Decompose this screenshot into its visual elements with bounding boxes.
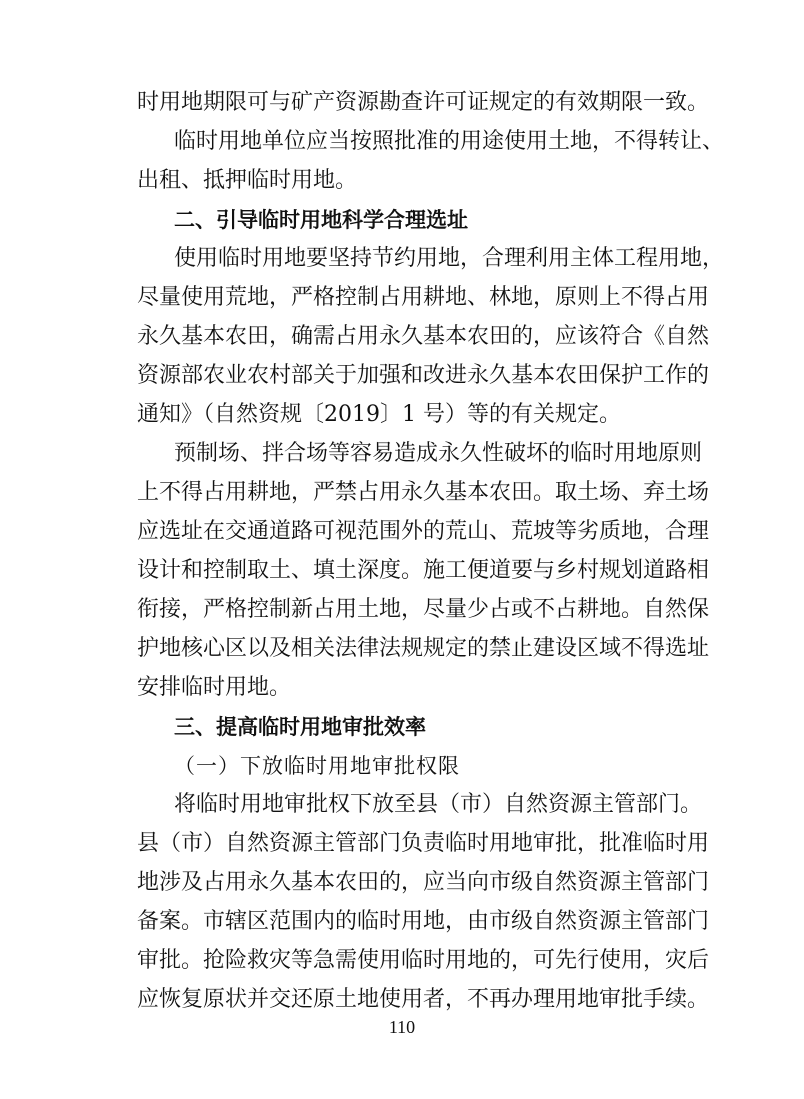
section-heading-3: 三、提高临时用地审批效率 <box>174 715 426 739</box>
paragraph-line: 将临时用地审批权下放至县（市）自然资源主管部门。 <box>174 792 703 817</box>
paragraph-line: 资源部农业农村部关于加强和改进永久基本农田保护工作的 <box>137 363 710 388</box>
paragraph-line: 尽量使用荒地，严格控制占用耕地、林地，原则上不得占用 <box>137 285 710 310</box>
paragraph-line: 应选址在交通道路可视范围外的荒山、荒坡等劣质地，合理 <box>137 519 710 544</box>
paragraph-line: 设计和控制取土、填土深度。施工便道要与乡村规划道路相 <box>137 558 710 583</box>
subsection-heading-3-1: （一）下放临时用地审批权限 <box>174 754 460 778</box>
paragraph-line: 临时用地单位应当按照批准的用途使用土地，不得转让、 <box>174 129 725 154</box>
page-number: 110 <box>388 1017 416 1037</box>
paragraph-line: 县（市）自然资源主管部门负责临时用地审批，批准临时用 <box>137 831 710 856</box>
paragraph-line: 应恢复原状并交还原土地使用者，不再办理用地审批手续。 <box>137 987 710 1012</box>
paragraph-line: 地涉及占用永久基本农田的，应当向市级自然资源主管部门 <box>137 870 710 895</box>
paragraph-line: 出租、抵押临时用地。 <box>137 168 358 193</box>
paragraph-line: 永久基本农田，确需占用永久基本农田的，应该符合《自然 <box>137 324 710 349</box>
paragraph-line: 使用临时用地要坚持节约用地，合理利用主体工程用地， <box>174 246 725 271</box>
paragraph-line: 预制场、拌合场等容易造成永久性破坏的临时用地原则 <box>174 441 703 466</box>
paragraph-line: 衔接，严格控制新占用土地，尽量少占或不占耕地。自然保 <box>137 597 710 622</box>
paragraph-line: 通知》（自然资规〔2019〕1 号）等的有关规定。 <box>137 402 621 427</box>
paragraph-line: 护地核心区以及相关法律法规规定的禁止建设区域不得选址 <box>137 636 710 661</box>
paragraph-line: 时用地期限可与矿产资源勘查许可证规定的有效期限一致。 <box>137 90 710 115</box>
paragraph-line: 审批。抢险救灾等急需使用临时用地的，可先行使用，灾后 <box>137 948 710 973</box>
paragraph-line: 安排临时用地。 <box>137 675 292 700</box>
paragraph-line: 备案。市辖区范围内的临时用地，由市级自然资源主管部门 <box>137 909 710 934</box>
section-heading-2: 二、引导临时用地科学合理选址 <box>174 208 468 232</box>
paragraph-line: 上不得占用耕地，严禁占用永久基本农田。取土场、弃土场 <box>137 480 710 505</box>
